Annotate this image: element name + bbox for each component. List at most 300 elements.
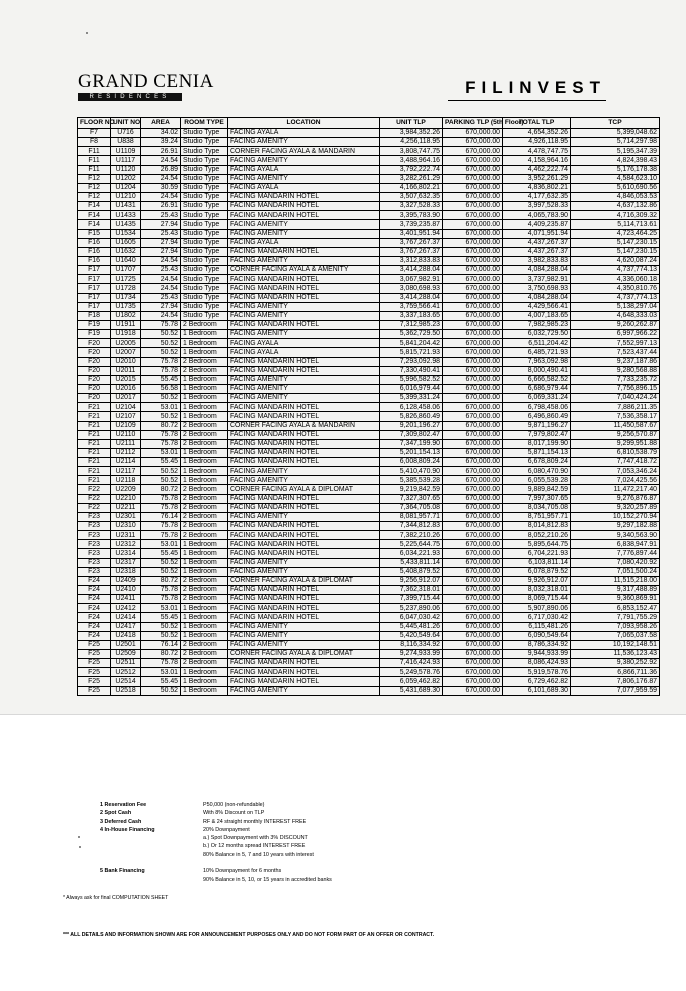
cell-floor: F20 xyxy=(78,348,111,357)
cell-area: 75.78 xyxy=(141,522,181,531)
table-row xyxy=(78,448,660,457)
cell-location: FACING MANDARIN HOTEL xyxy=(228,503,380,512)
cell-room-type: 1 Bedroom xyxy=(181,348,228,357)
cell-floor: F17 xyxy=(78,293,111,302)
cell-floor: F11 xyxy=(78,156,111,165)
cell-tcp: 7,053,346.24 xyxy=(571,467,660,476)
cell-area: 53.01 xyxy=(141,448,181,457)
cell-area: 53.01 xyxy=(141,540,181,549)
cell-room-type: Studio Type xyxy=(181,302,228,311)
header-tcp: TCP xyxy=(571,118,660,129)
cell-total-tlp: 4,654,352.26 xyxy=(503,129,571,138)
cell-tcp: 10,192,148.51 xyxy=(571,640,660,649)
cell-room-type: 2 Bedroom xyxy=(181,576,228,585)
cell-unit-tlp: 3,414,288.04 xyxy=(380,293,443,302)
cell-total-tlp: 4,177,632.35 xyxy=(503,192,571,201)
cell-room-type: Studio Type xyxy=(181,266,228,275)
cell-unit-tlp: 5,201,154.13 xyxy=(380,448,443,457)
cell-room-type: Studio Type xyxy=(181,275,228,284)
cell-location: FACING AMENITY xyxy=(228,375,380,384)
cell-total-tlp: 4,409,235.87 xyxy=(503,220,571,229)
table-row xyxy=(78,366,660,375)
table-row xyxy=(78,266,660,275)
cell-unit-tlp: 4,166,802.21 xyxy=(380,183,443,192)
cell-total-tlp: 6,511,204.42 xyxy=(503,339,571,348)
cell-floor: F22 xyxy=(78,494,111,503)
cell-room-type: 1 Bedroom xyxy=(181,403,228,412)
cell-location: FACING AMENITY xyxy=(228,330,380,339)
cell-room-type: 1 Bedroom xyxy=(181,330,228,339)
cell-location: FACING AMENITY xyxy=(228,686,380,695)
cell-parking-tlp: 670,000.00 xyxy=(443,412,503,421)
cell-parking-tlp: 670,000.00 xyxy=(443,503,503,512)
header-divider xyxy=(448,100,606,101)
cell-unit-tlp: 3,984,352.26 xyxy=(380,129,443,138)
cell-parking-tlp: 670,000.00 xyxy=(443,311,503,320)
cell-unit: U2117 xyxy=(111,467,141,476)
cell-tcp: 9,297,182.88 xyxy=(571,522,660,531)
cell-parking-tlp: 670,000.00 xyxy=(443,320,503,329)
cell-total-tlp: 4,437,267.37 xyxy=(503,238,571,247)
cell-unit-tlp: 3,327,528.33 xyxy=(380,202,443,211)
cell-area: 53.01 xyxy=(141,403,181,412)
cell-unit-tlp: 5,815,721.93 xyxy=(380,348,443,357)
cell-tcp: 5,138,297.04 xyxy=(571,302,660,311)
cell-location: FACING AMENITY xyxy=(228,174,380,183)
cell-parking-tlp: 670,000.00 xyxy=(443,448,503,457)
cell-room-type: Studio Type xyxy=(181,220,228,229)
cell-room-type: 1 Bedroom xyxy=(181,567,228,576)
scan-speck xyxy=(86,32,88,34)
cell-total-tlp: 6,032,729.50 xyxy=(503,330,571,339)
cell-location: CORNER FACING AYALA & MANDARIN xyxy=(228,421,380,430)
table-row xyxy=(78,485,660,494)
table-row xyxy=(78,458,660,467)
cell-parking-tlp: 670,000.00 xyxy=(443,686,503,695)
cell-unit-tlp: 5,826,860.49 xyxy=(380,412,443,421)
cell-total-tlp: 5,895,644.75 xyxy=(503,540,571,549)
cell-room-type: Studio Type xyxy=(181,156,228,165)
table-row xyxy=(78,421,660,430)
cell-unit-tlp: 5,249,578.76 xyxy=(380,668,443,677)
cell-room-type: 1 Bedroom xyxy=(181,467,228,476)
cell-room-type: 2 Bedroom xyxy=(181,357,228,366)
table-row xyxy=(78,348,660,357)
cell-floor: F24 xyxy=(78,604,111,613)
cell-area: 50.52 xyxy=(141,394,181,403)
cell-room-type: Studio Type xyxy=(181,202,228,211)
cell-tcp: 4,723,464.25 xyxy=(571,229,660,238)
cell-total-tlp: 6,078,879.52 xyxy=(503,567,571,576)
cell-location: FACING MANDARIN HOTEL xyxy=(228,275,380,284)
cell-total-tlp: 9,889,842.59 xyxy=(503,485,571,494)
cell-total-tlp: 8,069,715.44 xyxy=(503,595,571,604)
cell-tcp: 7,733,235.72 xyxy=(571,375,660,384)
cell-unit-tlp: 5,433,811.14 xyxy=(380,558,443,567)
cell-parking-tlp: 670,000.00 xyxy=(443,668,503,677)
cell-unit-tlp: 9,201,196.27 xyxy=(380,421,443,430)
disclaimer: *** ALL DETAILS AND INFORMATION SHOWN ARE FOR ANNOUNCEMENT PURPOSES ONLY AND DO NOT FORM PART OF AN OFFER OR CONTRACT. xyxy=(63,932,435,938)
cell-unit-tlp: 5,841,204.42 xyxy=(380,339,443,348)
cell-unit: U2010 xyxy=(111,357,141,366)
cell-location: FACING AMENITY xyxy=(228,138,380,147)
cell-unit-tlp: 6,016,979.44 xyxy=(380,384,443,393)
cell-location: CORNER FACING AYALA & AMENITY xyxy=(228,266,380,275)
cell-tcp: 4,336,060.18 xyxy=(571,275,660,284)
cell-parking-tlp: 670,000.00 xyxy=(443,512,503,521)
cell-parking-tlp: 670,000.00 xyxy=(443,330,503,339)
cell-area: 25.43 xyxy=(141,211,181,220)
cell-room-type: Studio Type xyxy=(181,311,228,320)
cell-tcp: 6,838,947.91 xyxy=(571,540,660,549)
cell-area: 76.14 xyxy=(141,640,181,649)
cell-area: 75.78 xyxy=(141,320,181,329)
cell-tcp: 7,886,211.35 xyxy=(571,403,660,412)
cell-room-type: 1 Bedroom xyxy=(181,613,228,622)
cell-area: 55.45 xyxy=(141,549,181,558)
cell-parking-tlp: 670,000.00 xyxy=(443,677,503,686)
cell-total-tlp: 6,496,860.49 xyxy=(503,412,571,421)
cell-location: FACING AMENITY xyxy=(228,476,380,485)
cell-location: FACING AMENITY xyxy=(228,229,380,238)
cell-location: FACING MANDARIN HOTEL xyxy=(228,540,380,549)
cell-unit-tlp: 3,759,566.41 xyxy=(380,302,443,311)
cell-location: FACING MANDARIN HOTEL xyxy=(228,284,380,293)
cell-parking-tlp: 670,000.00 xyxy=(443,631,503,640)
table-row xyxy=(78,165,660,174)
cell-floor: F23 xyxy=(78,522,111,531)
cell-room-type: 1 Bedroom xyxy=(181,686,228,695)
cell-total-tlp: 3,997,528.33 xyxy=(503,202,571,211)
cell-unit-tlp: 7,347,199.90 xyxy=(380,439,443,448)
table-row xyxy=(78,375,660,384)
table-row xyxy=(78,650,660,659)
cell-parking-tlp: 670,000.00 xyxy=(443,284,503,293)
cell-floor: F11 xyxy=(78,165,111,174)
payment-term-description xyxy=(203,867,443,884)
cell-unit: U2015 xyxy=(111,375,141,384)
cell-floor: F16 xyxy=(78,238,111,247)
cell-area: 75.78 xyxy=(141,430,181,439)
cell-floor: F25 xyxy=(78,668,111,677)
cell-unit-tlp: 6,128,458.06 xyxy=(380,403,443,412)
cell-area: 75.78 xyxy=(141,366,181,375)
cell-area: 50.52 xyxy=(141,339,181,348)
cell-total-tlp: 8,014,812.83 xyxy=(503,522,571,531)
cell-unit: U1109 xyxy=(111,147,141,156)
cell-room-type: 2 Bedroom xyxy=(181,485,228,494)
cell-unit-tlp: 3,067,982.91 xyxy=(380,275,443,284)
cell-area: 25.43 xyxy=(141,266,181,275)
cell-total-tlp: 6,090,549.64 xyxy=(503,631,571,640)
cell-unit: U2210 xyxy=(111,494,141,503)
cell-total-tlp: 4,071,951.94 xyxy=(503,229,571,238)
cell-total-tlp: 6,678,809.24 xyxy=(503,458,571,467)
cell-parking-tlp: 670,000.00 xyxy=(443,622,503,631)
cell-parking-tlp: 670,000.00 xyxy=(443,238,503,247)
cell-tcp: 9,380,252.92 xyxy=(571,659,660,668)
cell-unit-tlp: 8,081,957.71 xyxy=(380,512,443,521)
cell-area: 55.45 xyxy=(141,375,181,384)
cell-total-tlp: 7,979,802.47 xyxy=(503,430,571,439)
payment-term-line: a.) Spot Downpayment with 3% DISCOUNT xyxy=(203,835,308,842)
cell-area: 27.94 xyxy=(141,302,181,311)
cell-unit-tlp: 7,382,210.26 xyxy=(380,531,443,540)
cell-location: FACING AMENITY xyxy=(228,256,380,265)
cell-parking-tlp: 670,000.00 xyxy=(443,394,503,403)
cell-parking-tlp: 670,000.00 xyxy=(443,650,503,659)
cell-total-tlp: 3,982,833.83 xyxy=(503,256,571,265)
cell-tcp: 5,610,690.56 xyxy=(571,183,660,192)
cell-location: CORNER FACING AYALA & DIPLOMAT xyxy=(228,650,380,659)
cell-tcp: 7,065,037.58 xyxy=(571,631,660,640)
cell-area: 25.43 xyxy=(141,293,181,302)
cell-area: 75.78 xyxy=(141,595,181,604)
cell-location: FACING MANDARIN HOTEL xyxy=(228,366,380,375)
cell-unit-tlp: 7,309,802.47 xyxy=(380,430,443,439)
cell-room-type: 1 Bedroom xyxy=(181,448,228,457)
cell-unit-tlp: 7,327,307.65 xyxy=(380,494,443,503)
cell-total-tlp: 4,836,802.21 xyxy=(503,183,571,192)
cell-room-type: Studio Type xyxy=(181,211,228,220)
cell-total-tlp: 7,963,092.98 xyxy=(503,357,571,366)
cell-floor: F24 xyxy=(78,576,111,585)
cell-unit: U2011 xyxy=(111,366,141,375)
cell-area: 80.72 xyxy=(141,421,181,430)
cell-total-tlp: 7,997,307.65 xyxy=(503,494,571,503)
cell-area: 75.78 xyxy=(141,494,181,503)
cell-area: 76.14 xyxy=(141,512,181,521)
cell-unit-tlp: 3,401,951.94 xyxy=(380,229,443,238)
cell-tcp: 11,536,123.43 xyxy=(571,650,660,659)
table-row xyxy=(78,302,660,311)
cell-parking-tlp: 670,000.00 xyxy=(443,485,503,494)
cell-floor: F25 xyxy=(78,659,111,668)
payment-term-label: 5 Bank Financing xyxy=(100,868,145,875)
cell-tcp: 9,360,869.91 xyxy=(571,595,660,604)
cell-tcp: 7,536,358.17 xyxy=(571,412,660,421)
cell-room-type: 2 Bedroom xyxy=(181,366,228,375)
cell-area: 24.54 xyxy=(141,174,181,183)
cell-total-tlp: 6,729,462.82 xyxy=(503,677,571,686)
cell-area: 56.58 xyxy=(141,384,181,393)
cell-floor: F14 xyxy=(78,211,111,220)
table-row xyxy=(78,640,660,649)
cell-unit-tlp: 6,047,030.42 xyxy=(380,613,443,622)
cell-tcp: 4,716,309.32 xyxy=(571,211,660,220)
table-row xyxy=(78,595,660,604)
cell-tcp: 7,552,997.13 xyxy=(571,339,660,348)
cell-room-type: Studio Type xyxy=(181,138,228,147)
table-row xyxy=(78,604,660,613)
cell-unit: U2112 xyxy=(111,448,141,457)
cell-unit: U2318 xyxy=(111,567,141,576)
cell-unit-tlp: 3,282,261.29 xyxy=(380,174,443,183)
cell-unit-tlp: 6,059,462.82 xyxy=(380,677,443,686)
cell-floor: F25 xyxy=(78,677,111,686)
table-row xyxy=(78,284,660,293)
cell-parking-tlp: 670,000.00 xyxy=(443,558,503,567)
cell-total-tlp: 3,952,261.29 xyxy=(503,174,571,183)
table-row xyxy=(78,586,660,595)
cell-floor: F20 xyxy=(78,375,111,384)
cell-parking-tlp: 670,000.00 xyxy=(443,576,503,585)
table-row xyxy=(78,467,660,476)
cell-unit: U2111 xyxy=(111,439,141,448)
cell-unit: U2109 xyxy=(111,421,141,430)
cell-room-type: 2 Bedroom xyxy=(181,650,228,659)
cell-area: 55.45 xyxy=(141,458,181,467)
cell-room-type: 2 Bedroom xyxy=(181,439,228,448)
cell-area: 24.54 xyxy=(141,311,181,320)
price-list-table xyxy=(77,117,660,696)
cell-total-tlp: 8,017,199.90 xyxy=(503,439,571,448)
cell-unit: U1433 xyxy=(111,211,141,220)
cell-unit-tlp: 3,808,747.75 xyxy=(380,147,443,156)
cell-total-tlp: 9,871,196.27 xyxy=(503,421,571,430)
cell-parking-tlp: 670,000.00 xyxy=(443,375,503,384)
cell-tcp: 5,714,297.98 xyxy=(571,138,660,147)
cell-parking-tlp: 670,000.00 xyxy=(443,531,503,540)
cell-area: 34.02 xyxy=(141,129,181,138)
cell-parking-tlp: 670,000.00 xyxy=(443,247,503,256)
cell-floor: F19 xyxy=(78,320,111,329)
table-row xyxy=(78,412,660,421)
cell-parking-tlp: 670,000.00 xyxy=(443,229,503,238)
cell-total-tlp: 6,069,331.24 xyxy=(503,394,571,403)
cell-floor: F24 xyxy=(78,631,111,640)
cell-floor: F12 xyxy=(78,174,111,183)
table-row xyxy=(78,394,660,403)
cell-parking-tlp: 670,000.00 xyxy=(443,220,503,229)
cell-total-tlp: 3,750,698.93 xyxy=(503,284,571,293)
cell-unit: U2005 xyxy=(111,339,141,348)
cell-unit: U838 xyxy=(111,138,141,147)
cell-tcp: 9,276,876.87 xyxy=(571,494,660,503)
cell-tcp: 11,515,218.00 xyxy=(571,576,660,585)
cell-area: 50.52 xyxy=(141,330,181,339)
cell-location: FACING AMENITY xyxy=(228,512,380,521)
cell-unit-tlp: 5,237,890.06 xyxy=(380,604,443,613)
cell-parking-tlp: 670,000.00 xyxy=(443,357,503,366)
cell-room-type: 1 Bedroom xyxy=(181,375,228,384)
table-row xyxy=(78,531,660,540)
table-row xyxy=(78,522,660,531)
cell-area: 50.52 xyxy=(141,631,181,640)
cell-floor: F21 xyxy=(78,458,111,467)
table-row xyxy=(78,576,660,585)
cell-floor: F21 xyxy=(78,439,111,448)
cell-tcp: 4,350,810.76 xyxy=(571,284,660,293)
cell-unit-tlp: 9,274,933.99 xyxy=(380,650,443,659)
cell-unit-tlp: 3,337,183.65 xyxy=(380,311,443,320)
cell-area: 75.78 xyxy=(141,439,181,448)
cell-floor: F16 xyxy=(78,247,111,256)
cell-room-type: 1 Bedroom xyxy=(181,339,228,348)
cell-unit: U2311 xyxy=(111,531,141,540)
cell-room-type: 1 Bedroom xyxy=(181,558,228,567)
table-row xyxy=(78,686,660,695)
cell-area: 26.91 xyxy=(141,147,181,156)
table-row xyxy=(78,430,660,439)
computation-note: * Always ask for final COMPUTATION SHEET xyxy=(63,895,169,901)
cell-unit-tlp: 3,395,783.90 xyxy=(380,211,443,220)
cell-total-tlp: 8,751,957.71 xyxy=(503,512,571,521)
cell-area: 24.54 xyxy=(141,156,181,165)
cell-location: FACING MANDARIN HOTEL xyxy=(228,494,380,503)
cell-location: FACING MANDARIN HOTEL xyxy=(228,293,380,302)
cell-room-type: 1 Bedroom xyxy=(181,668,228,677)
cell-floor: F12 xyxy=(78,192,111,201)
cell-location: FACING AMENITY xyxy=(228,302,380,311)
cell-room-type: 1 Bedroom xyxy=(181,604,228,613)
table-row xyxy=(78,156,660,165)
cell-tcp: 7,040,424.24 xyxy=(571,394,660,403)
cell-area: 24.54 xyxy=(141,256,181,265)
cell-location: FACING AYALA xyxy=(228,165,380,174)
cell-parking-tlp: 670,000.00 xyxy=(443,275,503,284)
cell-unit: U1640 xyxy=(111,256,141,265)
cell-floor: F21 xyxy=(78,476,111,485)
cell-location: FACING MANDARIN HOTEL xyxy=(228,439,380,448)
cell-room-type: Studio Type xyxy=(181,147,228,156)
cell-tcp: 9,256,570.87 xyxy=(571,430,660,439)
table-row xyxy=(78,622,660,631)
cell-area: 24.54 xyxy=(141,284,181,293)
cell-unit-tlp: 5,225,644.75 xyxy=(380,540,443,549)
cell-room-type: 2 Bedroom xyxy=(181,531,228,540)
cell-tcp: 6,866,711.36 xyxy=(571,668,660,677)
cell-room-type: 2 Bedroom xyxy=(181,595,228,604)
cell-floor: F14 xyxy=(78,220,111,229)
cell-tcp: 5,147,230.15 xyxy=(571,247,660,256)
cell-room-type: 2 Bedroom xyxy=(181,512,228,521)
cell-unit-tlp: 8,116,334.92 xyxy=(380,640,443,649)
cell-floor: F21 xyxy=(78,430,111,439)
cell-total-tlp: 6,101,689.30 xyxy=(503,686,571,695)
cell-parking-tlp: 670,000.00 xyxy=(443,192,503,201)
cell-floor: F8 xyxy=(78,138,111,147)
cell-unit-tlp: 3,312,833.83 xyxy=(380,256,443,265)
cell-area: 25.43 xyxy=(141,229,181,238)
cell-floor: F21 xyxy=(78,421,111,430)
cell-unit: U2511 xyxy=(111,659,141,668)
cell-floor: F23 xyxy=(78,549,111,558)
cell-parking-tlp: 670,000.00 xyxy=(443,458,503,467)
table-row xyxy=(78,677,660,686)
cell-area: 50.52 xyxy=(141,412,181,421)
table-row xyxy=(78,512,660,521)
cell-parking-tlp: 670,000.00 xyxy=(443,476,503,485)
cell-unit: U2514 xyxy=(111,677,141,686)
cell-location: CORNER FACING AYALA & DIPLOMAT xyxy=(228,576,380,585)
cell-total-tlp: 6,080,470.90 xyxy=(503,467,571,476)
grand-cenia-logo xyxy=(78,72,214,101)
cell-room-type: 1 Bedroom xyxy=(181,540,228,549)
cell-parking-tlp: 670,000.00 xyxy=(443,339,503,348)
payment-term-line: 90% Balance in 5, 10, or 15 years in accredited banks xyxy=(203,876,332,883)
cell-tcp: 7,024,425.56 xyxy=(571,476,660,485)
cell-tcp: 9,299,951.88 xyxy=(571,439,660,448)
table-row xyxy=(78,238,660,247)
cell-location: FACING AYALA xyxy=(228,238,380,247)
cell-room-type: 1 Bedroom xyxy=(181,549,228,558)
cell-unit: U2017 xyxy=(111,394,141,403)
cell-floor: F25 xyxy=(78,640,111,649)
cell-room-type: 2 Bedroom xyxy=(181,522,228,531)
cell-unit: U2512 xyxy=(111,668,141,677)
table-row xyxy=(78,138,660,147)
